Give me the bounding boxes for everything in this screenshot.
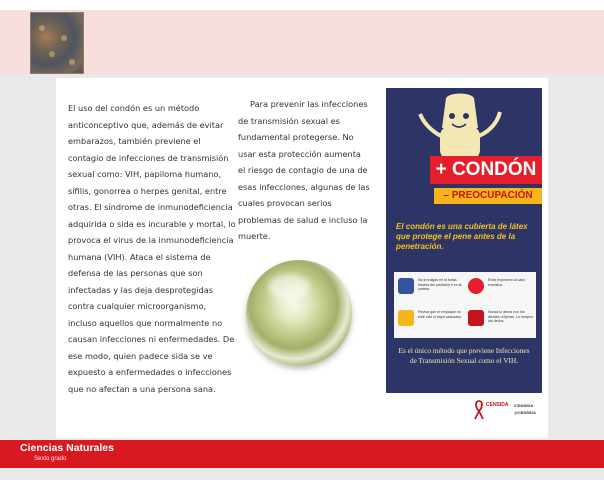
tip-item: No lo traigas en la bolsa trasera del pantalón o en la cartera. <box>398 276 464 304</box>
page-content <box>56 78 548 438</box>
right-text-column <box>238 96 370 245</box>
twitter-handle: @CENSIDA <box>514 410 536 415</box>
tip-item: Revisa que el empaque no esté roto ni haya caducado. <box>398 308 464 336</box>
header-band <box>0 0 604 74</box>
sun-icon <box>468 278 484 294</box>
right-paragraph: Para prevenir las infecciones de transmisión sexual es fundamental protegerse. No usar esta protección aumenta el riesgo de contagio de una de esas infecciones, algunas de las cuales provocan serios problemas de salud e incluso la muerte. <box>238 99 370 241</box>
censida-logo: CENSIDA <box>486 402 509 408</box>
social-handles <box>514 402 536 416</box>
header-pink-strip <box>0 10 604 74</box>
poster-footer <box>386 393 542 430</box>
poster-illustration <box>386 88 542 430</box>
scissors-icon <box>468 310 484 326</box>
poster-subtitle: – PREOCUPACIÓN <box>434 188 542 204</box>
poster-bottom-text: Es el único método que previene Infecciones de Transmisión Sexual como el VIH. <box>398 346 530 365</box>
condon-poster <box>386 88 542 430</box>
left-paragraph: El uso del condón es un método anticonceptivo que, además de evitar embarazos, también previene el contagio de infecciones de transmisión sexual como: VIH, papiloma humano, sífilis, gonorrea o herpes genital, entre otras. El síndrome de inmunodeficiencia adquirida o sida es incurable y mortal, lo provoca el virus de la inmunodeficiencia humana (VIH). Ataca el sistema de defensa de las personas que son infectadas y las deja desprotegidas contra cualquier microorganismo, incluso aquellos que normalmente no causan infecciones ni enfermedades. De ese modo, quien padece sida se ve expuesto a enfermedades o infecciones que no afectan a una persona sana. <box>68 103 236 394</box>
poster-tips <box>394 272 536 338</box>
facebook-handle: /CENSIDA <box>514 403 534 408</box>
pocket-icon <box>398 278 414 294</box>
footer-subject: Ciencias Naturales <box>20 442 114 454</box>
footer-grade: Sexto grado <box>34 456 67 462</box>
ribbon-icon <box>474 400 484 420</box>
tip-item: Evita exponerlo al calor excesivo. <box>468 276 534 304</box>
poster-title: + CONDÓN <box>430 156 542 184</box>
condom-photo <box>246 260 352 366</box>
header-thumbnail-image <box>30 12 84 74</box>
left-text-column <box>68 100 236 397</box>
poster-description: El condón es una cubierta de látex que protege el pene antes de la penetración. <box>396 222 528 251</box>
tip-item: Nunca lo abras con los dientes ni tijeras. Lo rompen los dedos. <box>468 308 534 336</box>
package-icon <box>398 310 414 326</box>
